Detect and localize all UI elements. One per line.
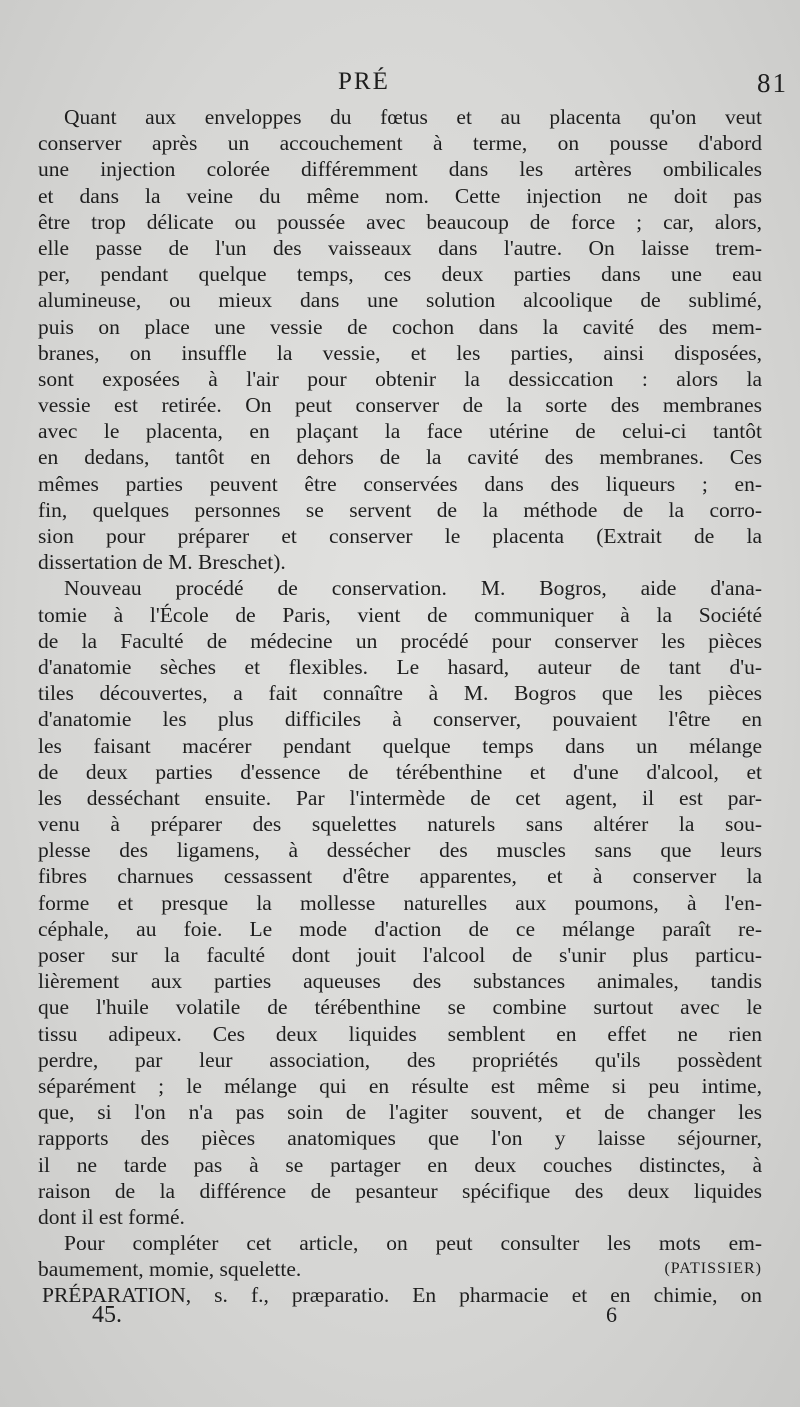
text-line: alumineuse, ou mieux dans une solution alcoolique de sublimé, <box>38 288 762 313</box>
text-line: plesse des ligamens, à dessécher des muscles sans que leurs <box>38 838 762 863</box>
text-line: mêmes parties peuvent être conservées dans des liqueurs ; en- <box>38 471 762 496</box>
running-head: PRÉ <box>338 68 390 95</box>
text-line: une injection colorée différemment dans les artères ombilicales <box>38 157 762 182</box>
text-line: dissertation de M. Breschet). <box>38 550 286 575</box>
text-line: céphale, au foie. Le mode d'action de ce mélange paraît re- <box>38 916 762 941</box>
page-footer <box>0 1302 800 1332</box>
text-line: d'anatomie les plus difficiles à conserver, pouvaient l'être en <box>38 707 762 732</box>
text-line: perdre, par leur association, des propriétés qu'ils possèdent <box>38 1047 762 1072</box>
text-line: lièrement aux parties aqueuses des substances animales, tandis <box>38 969 762 994</box>
text-line-with-signature <box>38 1256 762 1282</box>
text-line: tiles découvertes, a fait connaître à M. Bogros que les pièces <box>38 681 762 706</box>
text-line: avec le placenta, en plaçant la face utérine de celui-ci tantôt <box>38 419 762 444</box>
text-line: Pour compléter cet article, on peut consulter les mots em- <box>64 1231 762 1256</box>
text-line: que l'huile volatile de térébenthine se combine surtout avec le <box>38 995 762 1020</box>
text-line: Nouveau procédé de conservation. M. Bogros, aide d'ana- <box>64 576 762 601</box>
text-line: sion pour préparer et conserver le placenta (Extrait de la <box>38 524 762 548</box>
text-line: branes, on insuffle la vessie, et les parties, ainsi disposées, <box>38 340 762 365</box>
text-line: être trop délicate ou poussée avec beaucoup de force ; car, alors, <box>38 209 762 234</box>
sheet-number: 6 <box>606 1302 617 1327</box>
text-line: que, si l'on n'a pas soin de l'agiter souvent, et de changer les <box>38 1100 762 1125</box>
text-line: forme et presque la mollesse naturelles aux poumons, à l'en- <box>38 890 762 915</box>
text-line: poser sur la faculté dont jouit l'alcool de s'unir plus particu- <box>38 943 762 967</box>
text-line: rapports des pièces anatomiques que l'on y laisse séjourner, <box>38 1126 762 1151</box>
text-line: fibres charnues cessassent d'être apparentes, et à conserver la <box>38 864 762 889</box>
text-line: elle passe de l'un des vaisseaux dans l'autre. On laisse trem- <box>38 235 762 260</box>
text-line: Quant aux enveloppes du fœtus et au placenta qu'on veut <box>64 105 762 129</box>
text-line: d'anatomie sèches et flexibles. Le hasard, auteur de tant d'u- <box>38 654 762 679</box>
text-line: raison de la différence de pesanteur spécifique des deux liquides <box>38 1178 762 1203</box>
page-header <box>0 68 800 102</box>
text-line: baumement, momie, squelette. <box>38 1257 302 1282</box>
text-line: il ne tarde pas à se partager en deux couches distinctes, à <box>38 1152 762 1177</box>
text-line: de deux parties d'essence de térébenthine et d'une d'alcool, et <box>38 759 762 784</box>
text-line: vessie est retirée. On peut conserver de la sorte des membranes <box>38 393 762 418</box>
text-line: tissu adipeux. Ces deux liquides semblent en effet ne rien <box>38 1021 762 1046</box>
text-line: séparément ; le mélange qui en résulte est même si peu intime, <box>38 1073 762 1098</box>
text-line: per, pendant quelque temps, ces deux parties dans une eau <box>38 262 762 287</box>
author-signature: (PATISSIER) <box>664 1260 762 1278</box>
text-line: les faisant macérer pendant quelque temps dans un mélange <box>38 733 762 758</box>
signature-mark: 45. <box>92 1302 122 1328</box>
text-line: puis on place une vessie de cochon dans la cavité des mem- <box>38 314 762 339</box>
text-line: sont exposées à l'air pour obtenir la dessiccation : alors la <box>38 366 762 391</box>
text-line: tomie à l'École de Paris, vient de communiquer à la Société <box>38 602 762 627</box>
text-line: en dedans, tantôt en dehors de la cavité des membranes. Ces <box>38 445 762 470</box>
text-line: et dans la veine du même nom. Cette injection ne doit pas <box>38 183 762 208</box>
text-line: venu à préparer des squelettes naturels sans altérer la sou- <box>38 812 762 837</box>
text-line: dont il est formé. <box>38 1204 185 1229</box>
text-line: PRÉPARATION, s. f., præparatio. En pharmacie et en chimie, on <box>42 1283 762 1308</box>
text-line: conserver après un accouchement à terme, on pousse d'abord <box>38 131 762 156</box>
body-text <box>38 104 762 1309</box>
page-number: 81 <box>757 68 788 98</box>
text-line: fin, quelques personnes se servent de la méthode de la corro- <box>38 497 762 522</box>
text-line: les desséchant ensuite. Par l'intermède de cet agent, il est par- <box>38 785 762 810</box>
text-line: de la Faculté de médecine un procédé pour conserver les pièces <box>38 628 762 653</box>
